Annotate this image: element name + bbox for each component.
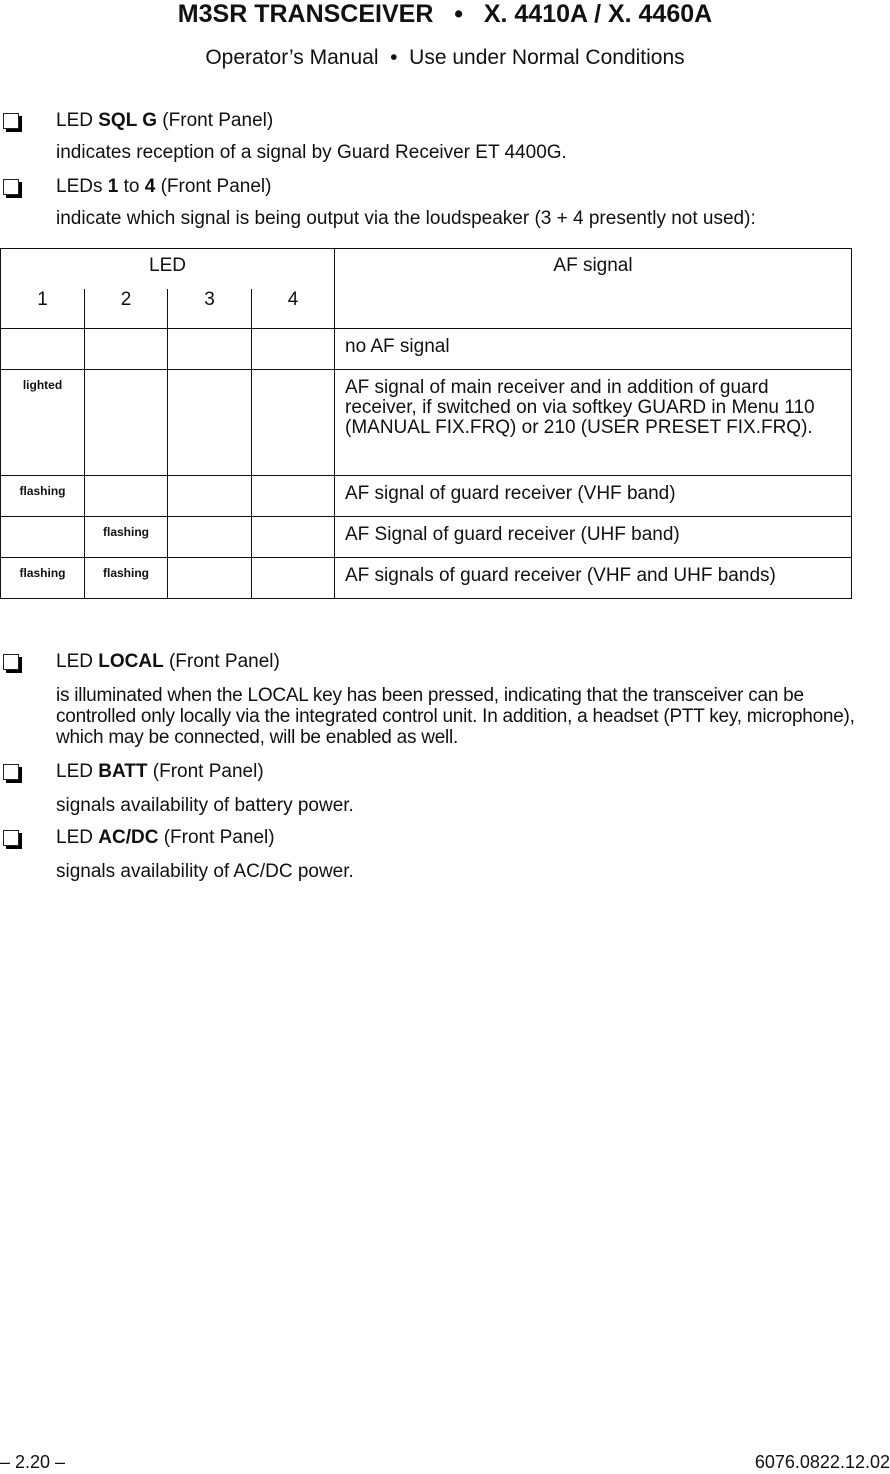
item-description: indicate which signal is being output via the loudspeaker (3 + 4 presently not used): [56,208,756,229]
table-header-led-3: 3 [168,289,252,329]
item-led-name: LOCAL [98,651,164,672]
led-4-state [252,370,335,476]
item-suffix: (Front Panel) [157,110,274,131]
item-description: indicates reception of a signal by Guard Receiver ET 4400G. [56,142,567,163]
af-signal-description: no AF signal [335,329,852,370]
table-row [1,329,852,370]
led-1-state: lighted [1,370,85,476]
item-suffix: (Front Panel) [147,761,264,782]
led-3-state [168,329,252,370]
item-prefix: LED [56,651,99,672]
led-4-state [252,329,335,370]
led-1-state [1,329,85,370]
item-prefix: LED [56,761,99,782]
item-description: signals availability of battery power. [56,795,354,816]
led-4-state [252,558,335,599]
item-description: is illuminated when the LOCAL key has been pressed, indicating that the transceiver can be controlled only locally via the integrated control unit. In addition, a headset (PTT key, microphone), which may be connected, will be enabled as well. [56,685,855,748]
af-signal-description: AF signals of guard receiver (VHF and UHF bands) [335,558,852,599]
led-3-state [168,476,252,517]
table-header-led-2: 2 [85,289,168,329]
led-2-state [85,329,168,370]
led-1-state: flashing [1,558,85,599]
item-suffix: (Front Panel) [163,651,280,672]
item-prefix: LED [56,110,99,131]
item-led-name: BATT [98,761,148,782]
item-prefix: LEDs [56,176,108,197]
table-row [1,476,852,517]
item-led-name: 1 [107,176,119,197]
table-row [1,558,852,599]
checkbox-bullet-icon [3,179,19,195]
item-led-name: AC/DC [98,827,159,848]
checkbox-bullet-icon [3,764,19,780]
af-signal-description: AF signal of main receiver and in addition of guard receiver, if switched on via softkey GUARD in Menu 110 (MANUAL FIX.FRQ) or 210 (USER PRESET FIX.FRQ). [335,370,852,476]
led-4-state [252,476,335,517]
led-2-state: flashing [85,558,168,599]
item-description: signals availability of AC/DC power. [56,861,354,882]
led-4-state [252,517,335,558]
item-mid: to [118,176,145,197]
table-header-led: LED [1,249,335,289]
led-2-state [85,476,168,517]
table-header-led-4: 4 [252,289,335,329]
led-1-state [1,517,85,558]
item-led-name: 4 [144,176,156,197]
led-3-state [168,517,252,558]
checkbox-bullet-icon [3,654,19,670]
led-table [0,248,852,599]
checkbox-bullet-icon [3,830,19,846]
table-row [1,370,852,476]
document-number: 6076.0822.12.02 [754,1452,890,1472]
table-row [1,517,852,558]
led-3-state [168,558,252,599]
led-2-state [85,370,168,476]
item-suffix: (Front Panel) [155,176,272,197]
led-1-state: flashing [1,476,85,517]
item-led-name: SQL G [98,110,158,131]
led-3-state [168,370,252,476]
item-prefix: LED [56,827,99,848]
af-signal-description: AF Signal of guard receiver (UHF band) [335,517,852,558]
document-subtitle: Operator’s Manual • Use under Normal Conditions [205,46,685,69]
af-signal-description: AF signal of guard receiver (VHF band) [335,476,852,517]
led-2-state: flashing [85,517,168,558]
table-header-led-1: 1 [1,289,85,329]
page-number: – 2.20 – [0,1452,66,1472]
table-header-af-signal: AF signal [335,249,852,329]
item-suffix: (Front Panel) [158,827,275,848]
checkbox-bullet-icon [3,113,19,129]
document-title: M3SR TRANSCEIVER • X. 4410A / X. 4460A [177,0,713,28]
